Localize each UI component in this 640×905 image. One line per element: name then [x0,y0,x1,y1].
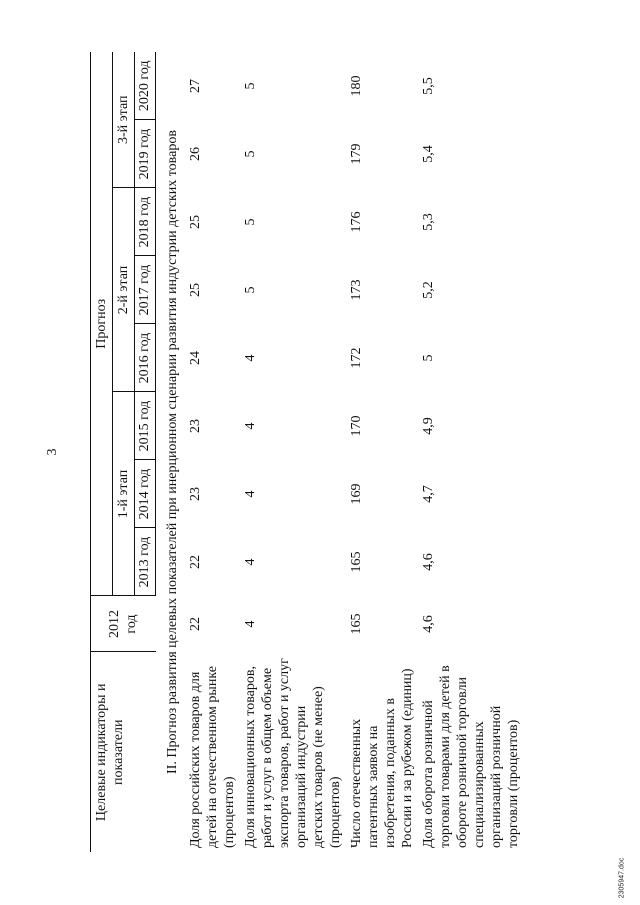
cell-2016: 4 [243,354,258,362]
header-forecast: Прогноз [91,52,113,596]
cell-2012: 4 [243,620,258,628]
section-title: II. Прогноз развития целевых показателей при инерционном сценарии развития индустрии детских товаров [165,130,180,774]
header-year-2020: 2020 год [135,52,156,120]
cell-2013: 4,6 [421,553,436,571]
cell-2017: 173 [349,279,364,301]
header-year-2012: 2012 год [91,596,156,652]
row-label: Число отечественных патентных заявок на изобретения, поданных в России и за рубежом (единиц) [349,668,415,848]
table-row [418,52,524,852]
cell-2014: 169 [349,483,364,505]
header-year-2014: 2014 год [135,460,156,528]
cell-2015: 4 [243,422,258,430]
row-label: Доля инновационных товаров, работ и услуг в общем объеме экспорта товаров, работ и услуг организаций индустрии детских товаров (не менее) (процентов) [243,658,343,848]
cell-2017: 5 [243,286,258,294]
cell-2020: 5 [243,82,258,90]
cell-2016: 172 [349,347,364,369]
table-row [240,52,346,852]
cell-2013: 22 [188,555,203,569]
cell-2018: 25 [188,215,203,229]
row-label: Доля российских товаров для детей на отечественном рынке (процентов) [188,666,237,848]
cell-2015: 170 [349,415,364,437]
file-footer: 2305947.doc [618,857,626,899]
cell-2019: 179 [349,143,364,165]
cell-2012: 4,6 [421,615,436,633]
indicators-table [90,52,524,852]
header-stage-3: 3-й этап [113,52,135,188]
cell-2014: 4,7 [421,485,436,503]
rotated-table-container [90,52,550,852]
cell-2014: 23 [188,487,203,501]
header-year-2013: 2013 год [135,528,156,596]
cell-2018: 176 [349,211,364,233]
cell-2012: 22 [188,617,203,631]
cell-2019: 5,4 [421,145,436,163]
cell-2012: 165 [349,613,364,635]
header-indicator: Целевые индикаторы и показатели [91,652,156,852]
cell-2018: 5,3 [421,213,436,231]
cell-2015: 4,9 [421,417,436,435]
header-year-2015: 2015 год [135,392,156,460]
table-row [346,52,418,852]
cell-2018: 5 [243,218,258,226]
header-stage-2: 2-й этап [113,188,135,392]
cell-2017: 5,2 [421,281,436,299]
header-stage-1: 1-й этап [113,392,135,596]
row-label: Доля оборота розничной торговли товарами для детей в обороте розничной торговли специализированных организаций розничной торговли (процентов) [421,665,521,848]
cell-2019: 5 [243,150,258,158]
cell-2016: 5 [421,354,436,362]
cell-2013: 165 [349,551,364,573]
table-row [185,52,240,852]
header-year-2019: 2019 год [135,120,156,188]
page-number: 3 [45,448,60,456]
cell-2013: 4 [243,558,258,566]
cell-2015: 23 [188,419,203,433]
header-year-2016: 2016 год [135,324,156,392]
header-year-2017: 2017 год [135,256,156,324]
cell-2014: 4 [243,490,258,498]
cell-2017: 25 [188,283,203,297]
header-year-2018: 2018 год [135,188,156,256]
cell-2020: 5,5 [421,77,436,95]
cell-2020: 27 [188,79,203,93]
cell-2020: 180 [349,75,364,97]
cell-2016: 24 [188,351,203,365]
cell-2019: 26 [188,147,203,161]
